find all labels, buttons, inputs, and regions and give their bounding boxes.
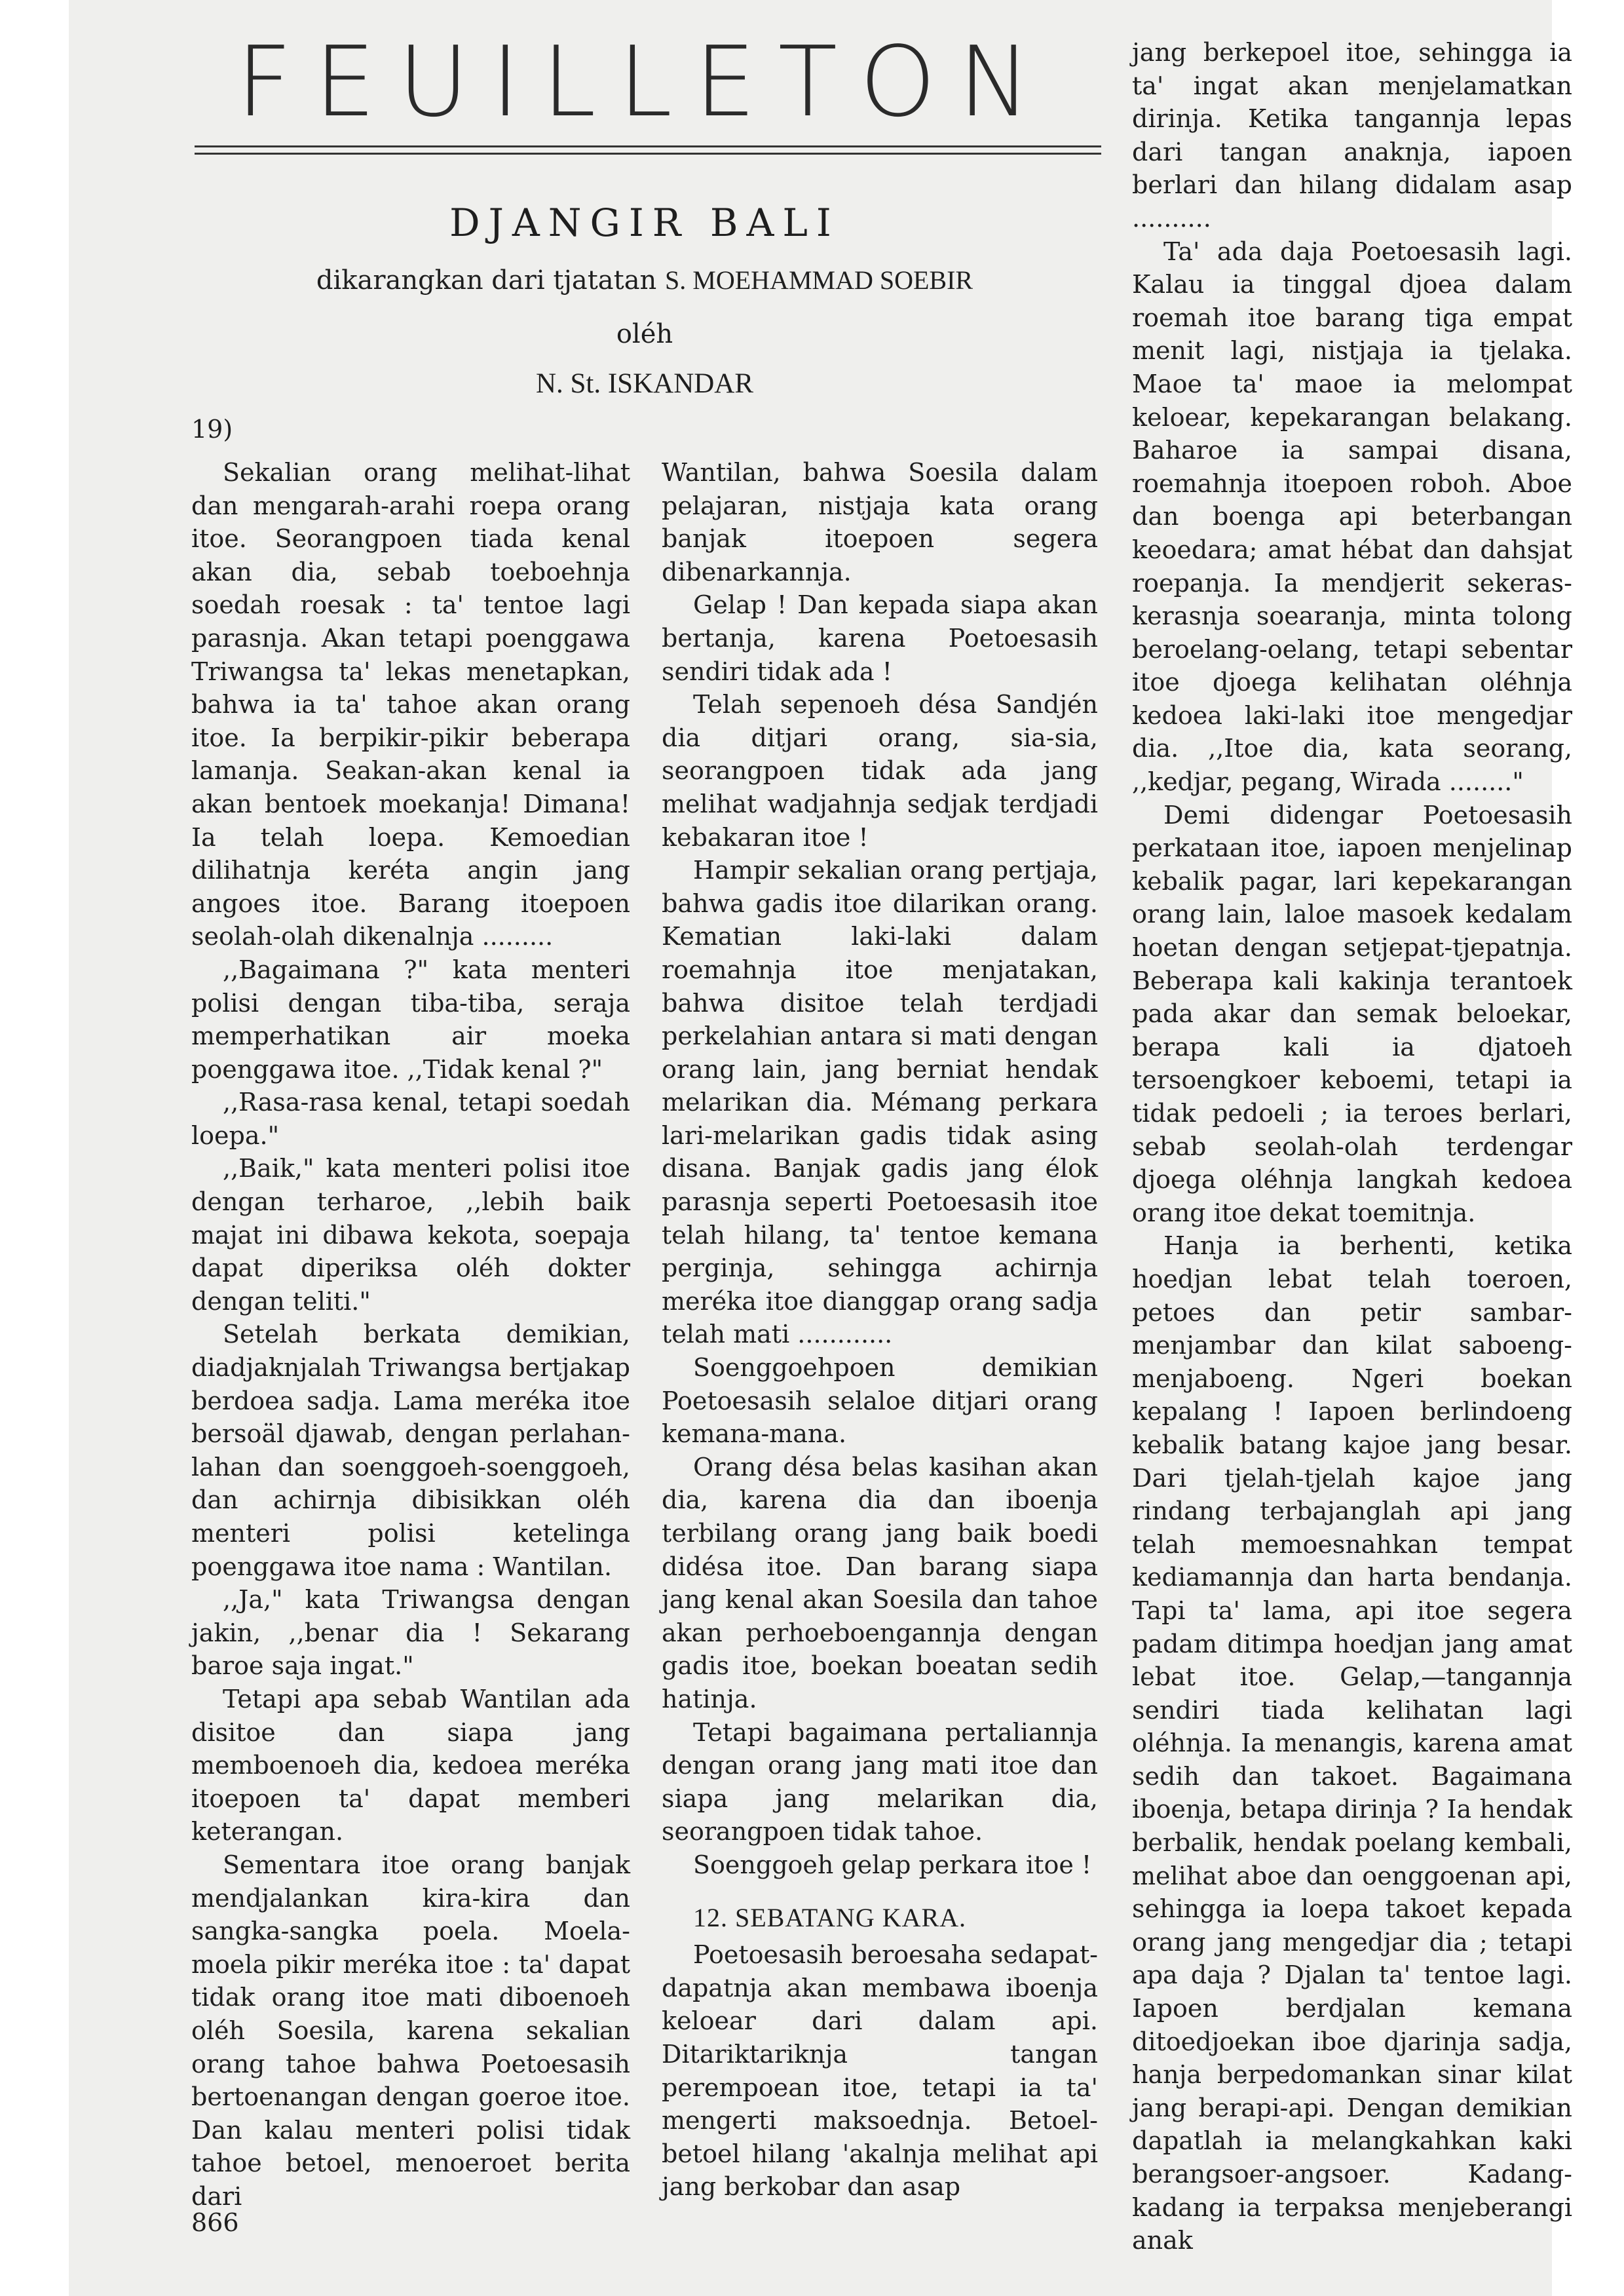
paragraph: ,,Bagaimana ?" kata menteri polisi dengan tiba-tiba, seraja memperhatikan air moeka poenggawa itoe. ,,Tidak kenal ?" xyxy=(191,955,630,1084)
column-2 xyxy=(662,456,1098,2204)
page-number: 866 xyxy=(191,2208,239,2237)
instalment-number: 19) xyxy=(191,415,233,444)
story-title: DJANGIR BALI xyxy=(449,201,840,245)
paragraph: jang berkepoel itoe, sehingga ia ta' ingat akan menjelamatkan dirinja. Ketika tangannja lepas dari tangan anaknja, iapoen berlari dan hilang didalam asap .......... xyxy=(1132,38,1572,233)
paragraph: Orang désa belas kasihan akan dia, karena dia dan iboenja terbilang orang jang baik boedi didésa itoe. Dan barang siapa jang kenal akan Soesila dan tahoe akan perhoeboengannja dengan gadis itoe, boekan boeatan sedih hatinja. xyxy=(662,1452,1098,1713)
paragraph: Tetapi bagaimana pertaliannja dengan orang jang mati itoe dan siapa jang melarikan dia, seorangpoen tidak tahoe. xyxy=(662,1717,1098,1846)
column-3 xyxy=(1132,36,1572,2257)
double-rule-top xyxy=(195,145,1101,147)
byline-prefix: dikarangkan dari tjatatan xyxy=(316,265,657,296)
paragraph: Telah sepenoeh désa Sandjén dia ditjari orang, sia-sia, seorangpoen tidak ada jang melihat wadjahnja sedjak terdjadi kebakaran itoe ! xyxy=(662,690,1098,852)
column-1 xyxy=(191,456,630,2213)
paragraph: Ta' ada daja Poetoesasih lagi. Kalau ia tinggal djoea dalam roemah itoe barang tiga empat menit lagi, nistjaja ia tjelaka. Maoe ta' maoe ia melompat keloear, kepekarangan belakang. Baharoe ia sampai disana, roemahnja itoepoen roboh. Aboe dan boenga api beterbangan keoedara; amat hébat dan dahsjat roepanja. Ia mendjerit sekeras-kerasnja soearanja, minta tolong beroelang-oelang, tetapi sebentar itoe djoega kelihatan oléhnja kedoea laki-laki itoe mengedjar dia. ,,Itoe dia, kata seorang, ,,kedjar, pegang, Wirada ........" xyxy=(1132,237,1572,797)
byline xyxy=(191,262,1098,299)
paragraph: Soenggoehpoen demikian Poetoesasih selaloe ditjari orang kemana-mana. xyxy=(662,1353,1098,1449)
paragraph: Demi didengar Poetoesasih perkataan itoe, iapoen menjelinap kebalik pagar, lari kepekarangan orang lain, laloe masoek kedalam hoetan dengan setjepat-tjepatnja. Beberapa kali kakinja terantoek pada akar dan semak beloekar, berapa kali ia djatoeh tersoengkoer keboemi, tetapi ia tidak pedoeli ; ia teroes berlari, sebab seolah-olah terdengar djoega oléhnja langkah kedoea orang itoe dekat toemitnja. xyxy=(1132,800,1572,1227)
chapter-heading: 12. SEBATANG KARA. xyxy=(693,1902,967,1932)
double-rule-bottom xyxy=(195,153,1101,155)
paragraph: Gelap ! Dan kepada siapa akan bertanja, karena Poetoesasih sendiri tidak ada ! xyxy=(662,590,1098,686)
paragraph: Sekalian orang melihat-lihat dan mengarah-arahi roepa orang itoe. Seorangpoen tiada kenal akan dia, sebab toeboehnja soedah roesak : ta' tentoe lagi parasnja. Akan tetapi poenggawa Triwangsa ta' lekas menetapkan, bahwa ia ta' tahoe akan orang itoe. Ia berpikir-pikir beberapa lamanja. Seakan-akan kenal ia akan bentoek moekanja! Dimana! Ia telah loepa. Kemoedian dilihatnja keréta angin jang angoes itoe. Barang itoepoen seolah-olah dikenalnja ......... xyxy=(191,458,630,951)
paragraph: ,,Ja," kata Triwangsa dengan jakin, ,,benar dia ! Sekarang baroe saja ingat." xyxy=(191,1585,630,1681)
section-heading: FEUILLETON xyxy=(236,26,1053,138)
paragraph: Hanja ia berhenti, ketika hoedjan lebat telah toeroen, petoes dan petir sambar-menjambar dan kilat saboeng-menjaboeng. Ngeri boekan kepalang ! Iapoen berlindoeng kebalik batang kajoe jang besar. Dari tjelah-tjelah kajoe jang rindang terbajanglah api jang telah memoesnahkan tempat kediamannja dan harta bendanja. Tapi ta' lama, api itoe segera padam ditimpa hoedjan jang amat lebat itoe. Gelap,—tangannja sendiri tiada kelihatan lagi oléhnja. Ia menangis, karena amat sedih dan takoet. Bagaimana iboenja, betapa dirinja ? Ia hendak berbalik, hendak poelang kembali, melihat aboe dan oenggoenan api, sehingga ia loepa takoet kepada orang jang mengedjar dia ; tetapi apa daja ? Djalan ta' tentoe lagi. Iapoen berdjalan kemana ditoedjoekan iboe djarinja sadja, hanja berpedomankan sinar kilat jang berapi-api. Dengan demikian dapatlah ia melangkahkan kaki berangsoer-angsoer. Kadang-kadang ia terpaksa menjeberangi anak xyxy=(1132,1231,1572,2255)
paragraph: ,,Baik," kata menteri polisi itoe dengan terharoe, ,,lebih baik majat ini dibawa kekota, soepaja dapat diperiksa oléh dokter dengan teliti." xyxy=(191,1154,630,1316)
paragraph: Sementara itoe orang banjak mendjalankan kira-kira dan sangka-sangka poela. Moela-moela pikir meréka itoe : ta' dapat tidak orang itoe mati diboenoeh oléh Soesila, karena sekalian orang tahoe bahwa Poetoesasih bertoenangan dengan goeroe itoe. Dan kalau menteri polisi tidak tahoe betoel, menoeroet berita dari xyxy=(191,1850,630,2211)
source-author: S. MOEHAMMAD SOEBIR xyxy=(665,265,973,295)
by-label: oléh xyxy=(616,319,673,349)
paragraph: Tetapi apa sebab Wantilan ada disitoe dan siapa jang memboenoeh dia, kedoea meréka itoepoen ta' dapat memberi keterangan. xyxy=(191,1684,630,1846)
paragraph: Poetoesasih beroesaha sedapat-dapatnja akan membawa iboenja keloear dari dalam api. Ditariktariknja tangan perempoean itoe, tetapi ia ta' mengerti maksoednja. Betoel-betoel hilang 'akalnja melihat api jang berkobar dan asap xyxy=(662,1940,1098,2202)
paragraph: Hampir sekalian orang pertjaja, bahwa gadis itoe dilarikan orang. Kematian laki-laki dalam roemahnja itoe menjatakan, bahwa disitoe telah terdjadi perkelahian antara si mati dengan orang lain, jang berniat hendak melarikan dia. Mémang perkara lari-melarikan gadis tidak asing disana. Banjak gadis jang élok parasnja seperti Poetoesasih itoe telah hilang, ta' tentoe kemana perginja, sehingga achirnja meréka itoe dianggap orang sadja telah mati ............ xyxy=(662,856,1098,1349)
paragraph: Wantilan, bahwa Soesila dalam pelajaran, nistjaja kata orang banjak itoepoen segera dibenarkannja. xyxy=(662,458,1098,586)
author-name: N. St. ISKANDAR xyxy=(535,368,754,399)
paragraph: ,,Rasa-rasa kenal, tetapi soedah loepa." xyxy=(191,1088,630,1150)
paragraph: Soenggoeh gelap perkara itoe ! xyxy=(693,1850,1092,1879)
journal-page xyxy=(69,0,1572,2296)
paragraph: Setelah berkata demikian, diadjaknjalah Triwangsa bertjakap berdoea sadja. Lama meréka itoe bersoäl djawab, dengan perlahan-lahan dan soenggoeh-soenggoeh, dan achirnja dibisikkan oléh menteri polisi ketelinga poenggawa itoe nama : Wantilan. xyxy=(191,1320,630,1581)
